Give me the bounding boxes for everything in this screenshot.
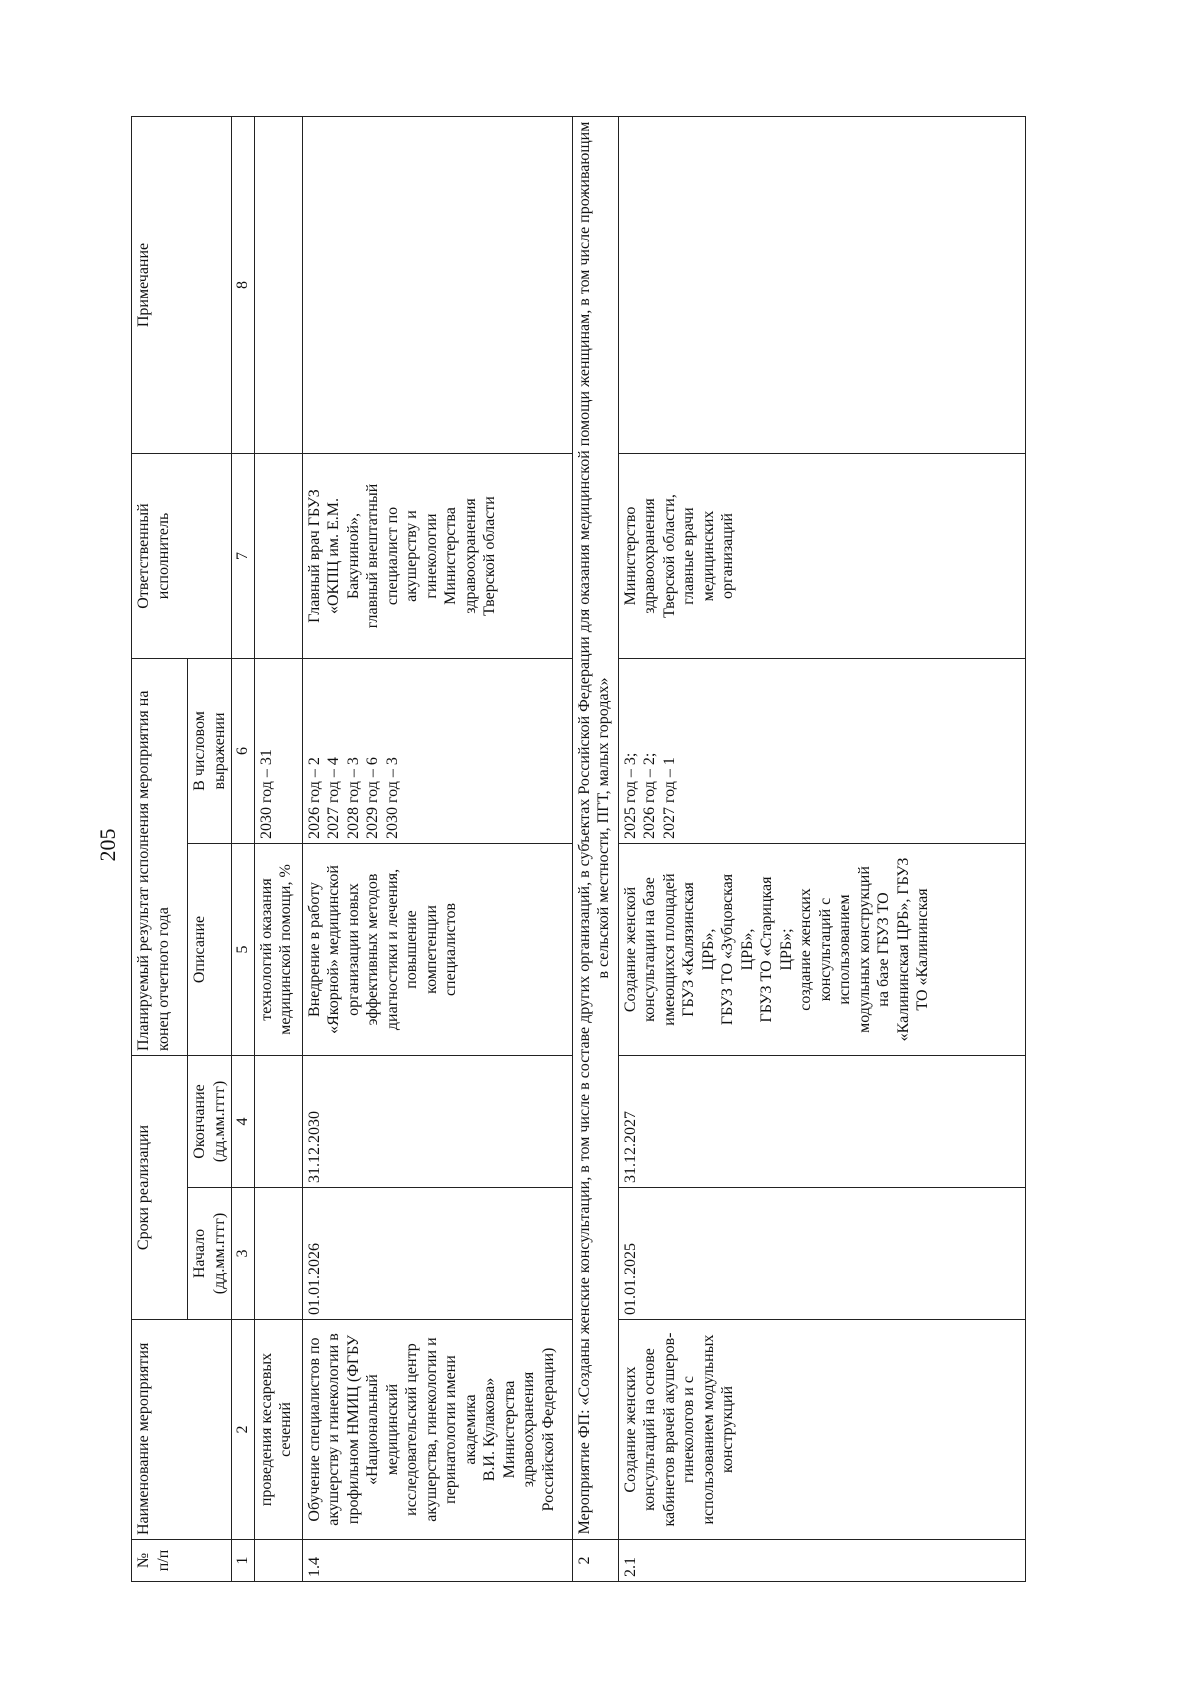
plan-table [131,116,1026,1582]
row-end [254,1055,302,1187]
row-description: технологий оказания медицинской помощи, % [254,843,302,1055]
row-note [254,116,302,453]
column-number: 1 [232,1540,255,1582]
row-note [618,116,1025,453]
column-number: 6 [232,658,255,843]
row-numeric: 2030 год – 31 [254,658,302,843]
section-row [572,116,618,1581]
row-start [254,1188,302,1320]
header-terms: Сроки реализации [132,1055,188,1319]
header-note: Примечание [132,116,232,453]
row-description: Внедрение в работу «Якорной» медицинской организации новых эффективных методов диагностики и лечения, повышение компетенции специалистов [302,843,572,1055]
column-number: 2 [232,1320,255,1540]
header-end: Окончание (дд.мм.гггг) [188,1055,232,1187]
header-name: Наименование мероприятия [132,1320,232,1540]
row-note [302,116,572,453]
row-num: 1.4 [302,1540,572,1582]
row-name: Создание женских консультаций на основе кабинетов врачей акушеров- гинекологов и с использованием модульных конструкций [618,1320,1025,1540]
row-end: 31.12.2027 [618,1055,1025,1187]
table-row [618,116,1025,1581]
table-row [302,116,572,1581]
header-result: Планируемый результат исполнения мероприятия на конец отчетного года [132,658,188,1055]
header-start: Начало (дд.мм.гггг) [188,1188,232,1320]
column-numbers-row [232,116,255,1581]
row-responsible: Главный врач ГБУЗ «ОКПЦ им. Е.М. Бакуниной», главный внештатный специалист по акушерству и гинекологии Министерства здравоохранения Тверской области [302,453,572,658]
header-numeric: В числовом выражении [188,658,232,843]
row-responsible [254,453,302,658]
row-name: проведения кесаревых сечений [254,1320,302,1540]
row-description: Создание женской консультации на базе имеющихся площадей ГБУЗ «Калязинская ЦРБ», ГБУЗ ТО «Зубцовская ЦРБ», ГБУЗ ТО «Старицкая ЦРБ»; создание женских консультаций с использованием модульных конструкций на базе ГБУЗ ТО «Калининская ЦРБ», ГБУЗ ТО «Калининская [618,843,1025,1055]
table-row [254,116,302,1581]
header-description: Описание [188,843,232,1055]
page-number: 205 [95,828,120,862]
header-num: № п/п [132,1540,232,1582]
column-number: 3 [232,1188,255,1320]
row-responsible: Министерство здравоохранения Тверской области, главные врачи медицинских организаций [618,453,1025,658]
row-start: 01.01.2025 [618,1188,1025,1320]
section-text: Мероприятие ФП: «Созданы женские консультации, в том числе в составе других организаций, в субъектах Российской Федерации для оказания медицинской помощи женщинам, в том числе проживающим в сельской местности, ПГТ, малых городах» [572,116,618,1539]
section-num: 2 [572,1540,618,1582]
column-number: 7 [232,453,255,658]
row-numeric: 2025 год – 3; 2026 год – 2; 2027 год – 1 [618,658,1025,843]
row-numeric: 2026 год – 2 2027 год – 4 2028 год – 3 2029 год – 6 2030 год – 3 [302,658,572,843]
header-responsible: Ответственный исполнитель [132,453,232,658]
row-end: 31.12.2030 [302,1055,572,1187]
row-num [254,1540,302,1582]
rotated-table-container [131,117,1026,1582]
row-num: 2.1 [618,1540,1025,1582]
row-start: 01.01.2026 [302,1188,572,1320]
row-name: Обучение специалистов по акушерству и гинекологии в профильном НМИЦ (ФГБУ «Национальный медицинский исследовательский центр акушерства, гинекологии и перинатологии имени академика В.И. Кулакова» Министерства здравоохранения Российской Федерации) [302,1320,572,1540]
column-number: 4 [232,1055,255,1187]
column-number: 5 [232,843,255,1055]
column-number: 8 [232,116,255,453]
